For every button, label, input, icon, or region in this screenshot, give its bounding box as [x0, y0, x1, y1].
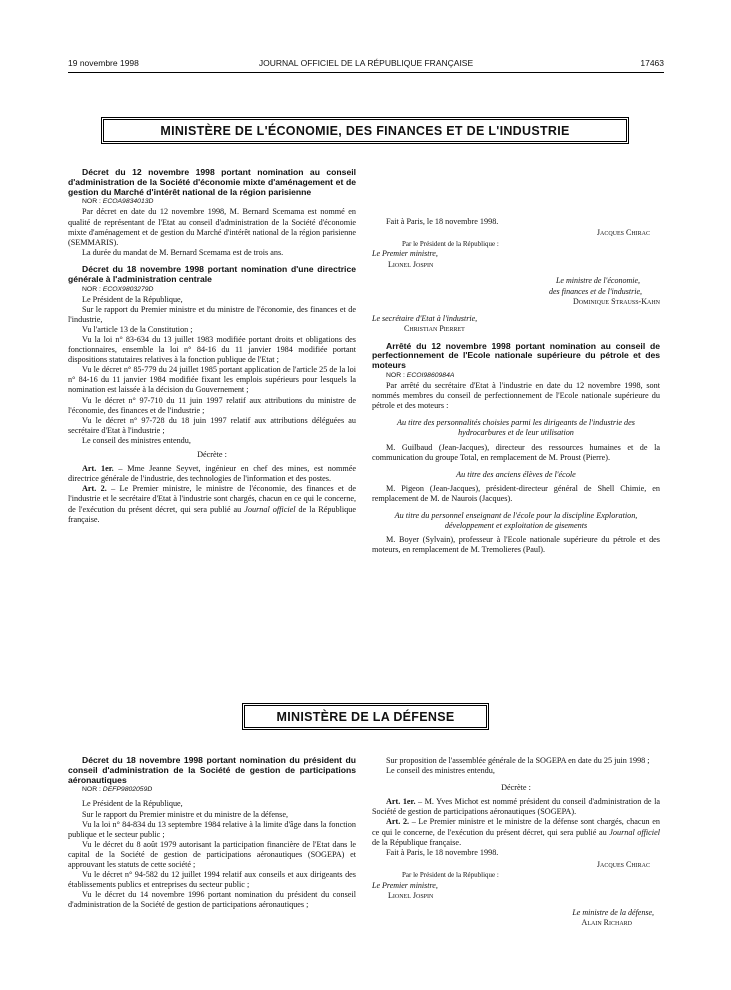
- pm-name: Lionel Jospin: [388, 891, 434, 901]
- article-text-end: de la République française.: [68, 504, 356, 524]
- article-2: [68, 484, 356, 524]
- nor-code: ECOX9803279D: [102, 285, 154, 293]
- visa-para: Le conseil des ministres entendu,: [82, 435, 191, 445]
- article-text: – Le Premier ministre et le ministre de la défense sont chargés, chacun en ce qui le concerne, de l'exécution du présent décret, qui sera publié au: [372, 817, 661, 837]
- decret-semmaris-para: La durée du mandat de M. Bernard Scemama est de trois ans.: [82, 247, 284, 257]
- decret-directrice-title: Décret du 18 novembre 1998 portant nomination d'une directrice générale à l'administration centrale: [68, 263, 356, 284]
- article-1: [372, 797, 660, 817]
- fait-a-paris: Fait à Paris, le 18 novembre 1998.: [386, 217, 499, 226]
- visa-para: Vu la loi n° 84-834 du 13 septembre 1984 relative à la limite d'âge dans la fonction publique et le secteur public ;: [68, 819, 356, 839]
- decret-sogepa-title: Décret du 18 novembre 1998 portant nomination du président du conseil d'administration de la Société de gestion de participations aéronautiques: [68, 755, 356, 785]
- visa-para: Vu l'article 13 de la Constitution ;: [82, 324, 193, 334]
- article-text: – Le Premier ministre, le ministre de l'économie, des finances et de l'industrie et le secrétaire d'Etat à l'industrie sont chargés, chacun en ce qui le concerne, de l'exécution du présent décret, qui sera publié au: [68, 484, 356, 514]
- pm-title: Le Premier ministre,: [372, 880, 438, 890]
- article-label: Art. 1er.: [386, 797, 416, 807]
- article-text-end: de la République française.: [372, 837, 462, 847]
- visa-para: Le Président de la République,: [82, 799, 183, 809]
- secretaire-title: Le secrétaire d'Etat à l'industrie,: [372, 313, 478, 323]
- journal-officiel-ref: Journal officiel: [244, 504, 296, 514]
- ministry-economie-text: MINISTÈRE DE L'ÉCONOMIE, DES FINANCES ET DE L'INDUSTRIE: [160, 123, 570, 138]
- decrete-label: Décrète :: [197, 450, 227, 460]
- arrete-para: Par arrêté du secrétaire d'Etat à l'industrie en date du 12 novembre 1998, sont nommés membres du conseil de perfectionnement de l'Ecole nationale supérieure du pétrole et des moteurs :: [372, 381, 660, 411]
- visa-para: Le conseil des ministres entendu,: [386, 766, 495, 776]
- article-label: Art. 2.: [386, 817, 410, 827]
- arrete-para: M. Boyer (Sylvain), professeur à l'Ecole nationale supérieure du pétrole et des moteurs, en remplacement de M. Tremolieres (Paul).: [372, 535, 660, 555]
- arrete-enspm-nor: [372, 371, 660, 381]
- header-rule: [68, 72, 664, 73]
- nor-code: DEFP9802059D: [102, 786, 153, 794]
- nor-label: NOR :: [82, 786, 101, 794]
- nor-code: ECOA9834013D: [102, 198, 154, 206]
- arrete-para: M. Guilbaud (Jean-Jacques), directeur des ressources humaines et de la communication du groupe Total, en remplacement de M. Proust (Pierre).: [372, 442, 660, 462]
- visa-para: Vu le décret du 8 août 1979 autorisant la participation financière de l'Etat dans le capital de la Société de gestion de participations aéronautiques (SOGEPA) et approuvant les statuts de cette société ;: [68, 839, 356, 870]
- par-le-president: Par le Président de la République :: [402, 239, 499, 248]
- visa-para: Le Président de la République,: [82, 294, 183, 304]
- pm-title: Le Premier ministre,: [372, 249, 438, 259]
- nor-label: NOR :: [386, 371, 405, 379]
- header-date: 19 novembre 1998: [68, 58, 139, 68]
- par-le-president: Par le Président de la République :: [402, 871, 499, 880]
- decret-semmaris-title: Décret du 12 novembre 1998 portant nomination au conseil d'administration de la Société d'économie mixte d'aménagement et de gestion du Marché d'intérêt national de la région parisienne: [68, 167, 356, 197]
- nor-code: ECOI9860984A: [406, 371, 455, 379]
- ministre-title-2: des finances et de l'industrie,: [548, 286, 642, 296]
- visa-para: Vu le décret n° 97-710 du 11 juin 1997 relatif aux attributions du ministre de l'économie, des finances et de l'industrie ;: [68, 395, 356, 415]
- decret-directrice-nor: [68, 285, 356, 295]
- arrete-subheading: Au titre des personnalités choisies parmi les dirigeants de l'industrie des hydrocarbures et de leur utilisation: [397, 418, 635, 438]
- ministry-economie-heading: [101, 117, 629, 144]
- ministry-defense-heading: [242, 703, 489, 730]
- article-text: – Mme Jeanne Seyvet, ingénieur en chef des mines, est nommée directrice générale de l'industrie, des technologies de l'information et des postes.: [68, 464, 356, 484]
- arrete-subheading: Au titre du personnel enseignant de l'école pour la discipline Exploration, développement et exploitation de gisements: [394, 511, 638, 531]
- header-journal: JOURNAL OFFICIEL DE LA RÉPUBLIQUE FRANÇAISE: [258, 58, 474, 68]
- article-label: Art. 1er.: [82, 464, 114, 474]
- visa-para: Vu la loi n° 83-634 du 13 juillet 1983 modifiée portant droits et obligations des fonctionnaires, ensemble la loi n° 84-16 du 11 janvier 1984 modifiée portant dispositions statutaires relatives à la fonction publique de l'Etat ;: [68, 335, 356, 365]
- ministre-defense-title: Le ministre de la défense,: [572, 907, 654, 917]
- fait-a-paris: Fait à Paris, le 18 novembre 1998.: [386, 847, 499, 857]
- article-label: Art. 2.: [82, 484, 107, 494]
- decret-semmaris-nor: [68, 197, 356, 207]
- ministre-defense-name: Alain Richard: [581, 918, 632, 928]
- decret-semmaris-para: Par décret en date du 12 novembre 1998, M. Bernard Scemama est nommé en qualité de représentant de l'Etat au conseil d'administration de la Société d'économie mixte d'aménagement et de gestion du Marché d'intérêt national de la région parisienne (SEMMARIS).: [68, 207, 356, 247]
- pm-name: Lionel Jospin: [388, 259, 434, 269]
- ministre-title-1: Le ministre de l'économie,: [555, 276, 640, 286]
- visa-para: Vu le décret n° 85-779 du 24 juillet 1985 portant application de l'article 25 de la loi n° 84-16 du 11 janvier 1984 modifiée fixant les emplois supérieurs pour lesquels la nomination est laissée à la décision du Gouvernement ;: [68, 365, 356, 395]
- nor-label: NOR :: [82, 198, 101, 206]
- right-column-top: [372, 166, 660, 555]
- ministre-name: Dominique Strauss-Kahn: [572, 297, 660, 307]
- visa-para: Vu le décret du 14 novembre 1996 portant nomination du président du conseil d'administration de la Société de gestion de participations aéronautiques ;: [68, 890, 356, 910]
- journal-officiel-ref: Journal officiel: [609, 827, 660, 837]
- left-column-bottom: [68, 756, 356, 911]
- arrete-enspm-title: Arrêté du 12 novembre 1998 portant nomination au conseil de perfectionnement de l'Ecole nationale supérieure du pétrole et des moteurs: [372, 340, 660, 371]
- decrete-label: Décrète :: [501, 783, 531, 793]
- right-column-bottom: [372, 756, 660, 929]
- left-column-top: [68, 168, 356, 525]
- article-text: – M. Yves Michot est nommé président du conseil d'administration de la Société de gestion de participations aéronautiques (SOGEPA).: [372, 797, 660, 817]
- signature-chirac: Jacques Chirac: [596, 228, 650, 238]
- visa-para: Sur le rapport du Premier ministre et du ministre de l'économie, des finances et de l'industrie,: [68, 304, 356, 324]
- header-page-number: 17463: [640, 58, 664, 68]
- visa-para: Vu le décret n° 97-728 du 18 juin 1997 relatif aux attributions déléguées au secrétaire d'Etat à l'industrie ;: [68, 415, 356, 435]
- article-1: [68, 464, 356, 484]
- signature-chirac: Jacques Chirac: [596, 859, 650, 869]
- secretaire-name: Christian Pierret: [404, 324, 465, 334]
- visa-para: Sur le rapport du Premier ministre et du ministre de la défense,: [82, 809, 288, 819]
- arrete-subheading: Au titre des anciens élèves de l'école: [456, 469, 576, 479]
- ministry-defense-text: MINISTÈRE DE LA DÉFENSE: [276, 709, 455, 724]
- nor-label: NOR :: [82, 285, 101, 293]
- visa-para: Sur proposition de l'assemblée générale de la SOGEPA en date du 25 juin 1998 ;: [386, 756, 650, 765]
- decret-sogepa-nor: [68, 785, 356, 795]
- visa-para: Vu le décret n° 94-582 du 12 juillet 1994 relatif aux conseils et aux dirigeants des établissements publics et entreprises du secteur public ;: [68, 870, 356, 890]
- arrete-para: M. Pigeon (Jean-Jacques), président-directeur général de Shell Chimie, en remplacement de M. de Naurois (Jacques).: [372, 483, 660, 503]
- article-2: [372, 817, 660, 847]
